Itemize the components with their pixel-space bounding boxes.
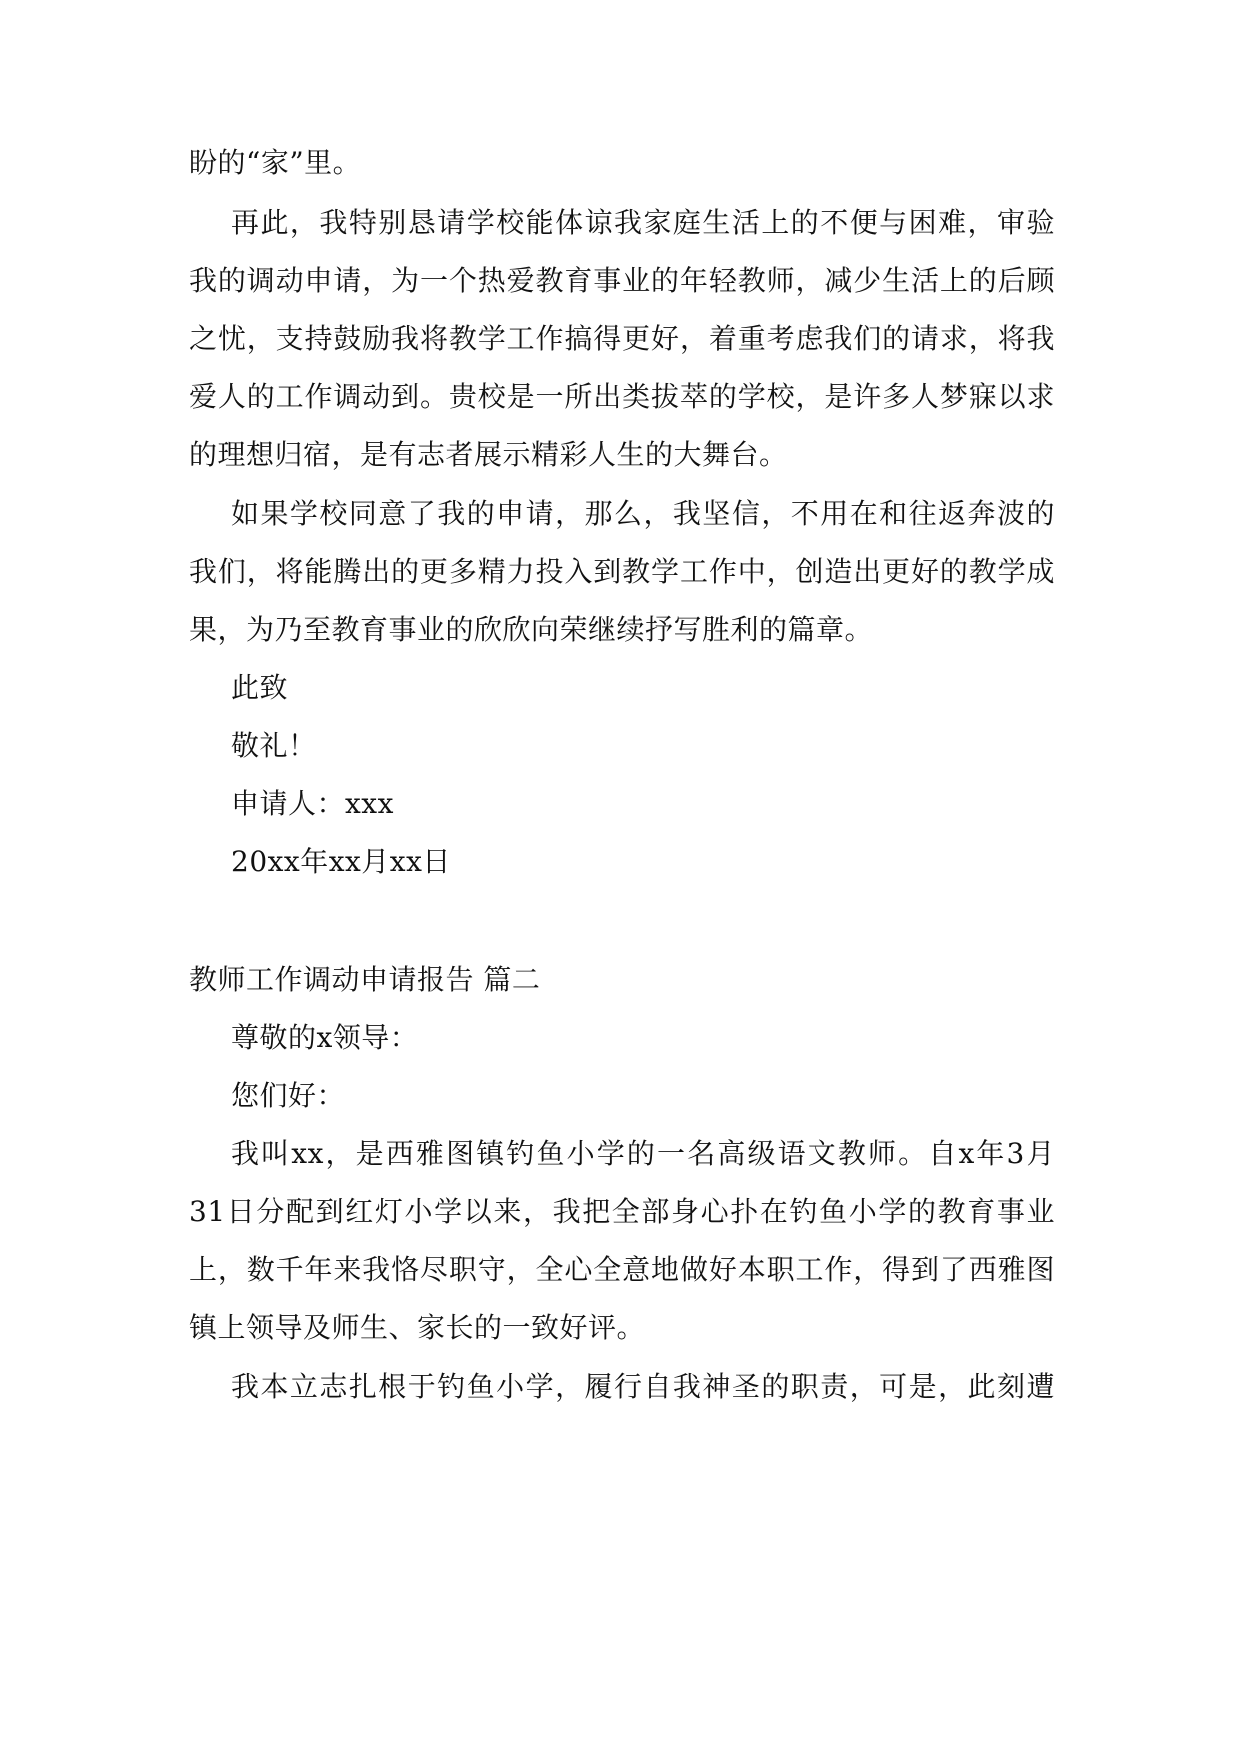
paragraph-line: 镇上领导及师生、家长的一致好评。	[189, 1311, 646, 1344]
closing-jingli: 敬礼！	[231, 729, 317, 762]
greeting: 您们好：	[231, 1079, 346, 1112]
paragraph-line: 爱人的工作调动到。贵校是一所出类拔萃的学校，是许多人梦寐以求	[189, 380, 1055, 413]
section-title: 教师工作调动申请报告 篇二	[189, 963, 541, 996]
paragraph-line: 如果学校同意了我的申请，那么，我坚信，不用在和往返奔波的	[231, 497, 1055, 530]
paragraph-line: 之忧，支持鼓励我将教学工作搞得更好，着重考虑我们的请求，将我	[189, 322, 1055, 355]
paragraph-line: 31日分配到红灯小学以来，我把全部身心扑在钓鱼小学的教育事业	[189, 1195, 1055, 1228]
paragraph-line: 我们，将能腾出的更多精力投入到教学工作中，创造出更好的教学成	[189, 555, 1055, 588]
paragraph-line: 的理想归宿，是有志者展示精彩人生的大舞台。	[189, 438, 788, 471]
closing-zhici: 此致	[231, 671, 289, 704]
paragraph-line: 我本立志扎根于钓鱼小学，履行自我神圣的职责，可是，此刻遭	[231, 1370, 1055, 1403]
paragraph-line: 我的调动申请，为一个热爱教育事业的年轻教师，减少生活上的后顾	[189, 264, 1055, 297]
paragraph-line: 再此，我特别恳请学校能体谅我家庭生活上的不便与困难，审验	[231, 206, 1055, 239]
applicant-line: 申请人：xxx	[231, 787, 394, 820]
paragraph-line: 盼的“家”里。	[189, 146, 362, 179]
salutation: 尊敬的x领导：	[231, 1021, 419, 1054]
paragraph-line: 果，为乃至教育事业的欣欣向荣继续抒写胜利的篇章。	[189, 613, 874, 646]
paragraph-line: 上，数千年来我恪尽职守，全心全意地做好本职工作，得到了西雅图	[189, 1253, 1055, 1286]
date-line: 20xx年xx月xx日	[231, 845, 451, 878]
paragraph-line: 我叫xx，是西雅图镇钓鱼小学的一名高级语文教师。自x年3月	[231, 1137, 1055, 1170]
